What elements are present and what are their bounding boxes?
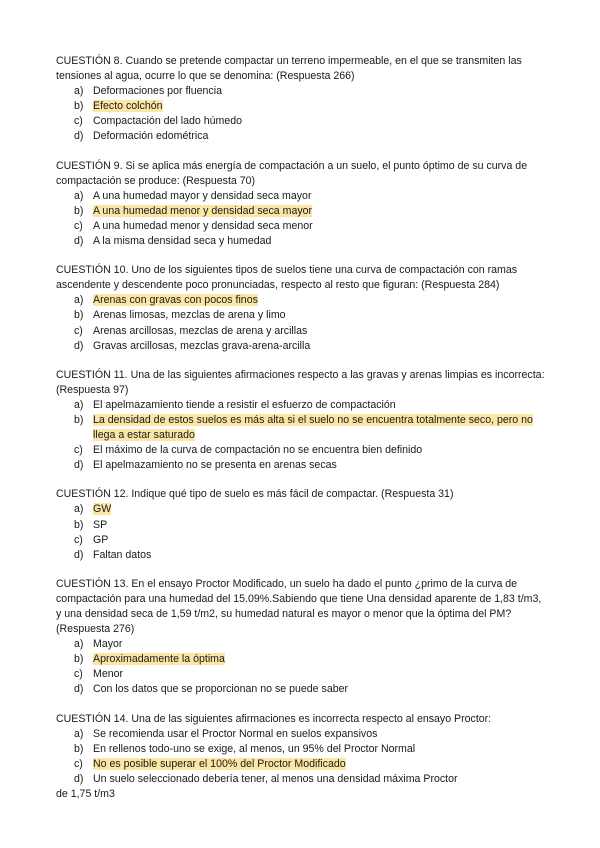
option-d: d) Con los datos que se proporcionan no se puede saber: [74, 683, 349, 696]
options-list: [56, 84, 546, 144]
option-d: d) Gravas arcillosas, mezclas grava-arena-arcilla: [74, 339, 311, 352]
options-list: [56, 637, 546, 697]
option-a: a) Se recomienda usar el Proctor Normal en suelos expansivos: [74, 727, 378, 740]
option-c: c) Arenas arcillosas, mezclas de arena y arcillas: [74, 324, 308, 337]
question-12: [56, 487, 546, 562]
question-8: [56, 54, 546, 145]
option-a: a) Mayor: [74, 638, 123, 651]
option-a-highlighted: a) GW: [74, 503, 112, 516]
question-9: [56, 159, 546, 250]
question-text: CUESTIÓN 14. Una de las siguientes afirmaciones es incorrecta respecto al ensayo Proctor:: [56, 712, 492, 725]
option-b-highlighted: b) A una humedad menor y densidad seca mayor: [74, 204, 313, 217]
options-list: [56, 398, 546, 473]
option-b-highlighted: b) Aproximadamente la óptima: [74, 653, 225, 666]
option-continuation: de 1,75 t/m3: [56, 788, 115, 801]
question-text: CUESTIÓN 12. Indique qué tipo de suelo es más fácil de compactar. (Respuesta 31): [56, 488, 454, 501]
option-c: c) Compactación del lado húmedo: [74, 115, 242, 128]
question-13: [56, 577, 546, 698]
question-11: [56, 368, 546, 474]
option-a-highlighted: a) Arenas con gravas con pocos finos: [74, 294, 258, 307]
options-list: [56, 727, 546, 787]
option-c-highlighted: c) No es posible superar el 100% del Proctor Modificado: [74, 757, 346, 770]
options-list: [56, 189, 546, 249]
option-d: d) A la misma densidad seca y humedad: [74, 235, 272, 248]
options-list: [56, 293, 546, 353]
option-d: d) Un suelo seleccionado debería tener, al menos una densidad máxima Proctor: [74, 772, 458, 785]
option-a: a) Deformaciones por fluencia: [74, 85, 222, 98]
question-text: CUESTIÓN 9. Si se aplica más energía de compactación a un suelo, el punto óptimo de su curva de compactación se produce: (Respuesta 70): [56, 159, 528, 187]
option-b: b) SP: [74, 518, 108, 531]
option-c: c) Menor: [74, 668, 124, 681]
question-14: [56, 712, 546, 803]
option-c: c) A una humedad menor y densidad seca menor: [74, 219, 313, 232]
question-text: CUESTIÓN 10. Uno de los siguientes tipos de suelos tiene una curva de compactación con ramas ascendente y descendente poco pronunciadas, respecto al resto que figuran: (Respuesta 284): [56, 264, 518, 292]
question-text: CUESTIÓN 8. Cuando se pretende compactar un terreno impermeable, en el que se transmiten las tensiones al agua, ocurre lo que se denomina: (Respuesta 266): [56, 55, 522, 83]
option-d: d) El apelmazamiento no se presenta en arenas secas: [74, 459, 337, 472]
option-a: a) El apelmazamiento tiende a resistir el esfuerzo de compactación: [74, 398, 396, 411]
option-b: b) Arenas limosas, mezclas de arena y limo: [74, 309, 286, 322]
option-b-highlighted: b) La densidad de estos suelos es más alta si el suelo no se encuentra totalmente seco, pero no llega a estar saturado: [74, 413, 533, 442]
question-10: [56, 263, 546, 354]
option-a: a) A una humedad mayor y densidad seca mayor: [74, 189, 312, 202]
option-d: d) Faltan datos: [74, 548, 152, 561]
option-c: c) El máximo de la curva de compactación no se encuentra bien definido: [74, 444, 423, 457]
question-text: CUESTIÓN 13. En el ensayo Proctor Modificado, un suelo ha dado el punto ¿primo de la curva de compactación para una humedad del 15.09%.Sabiendo que tiene Una densidad aparente de 1,83 t/m3, y una densidad seca de 1,59 t/m2, su humedad natural es mayor o menor que la óptima del PM? (Respuesta 276): [56, 577, 542, 636]
option-d: d) Deformación edométrica: [74, 130, 209, 143]
option-b-highlighted: b) Efecto colchón: [74, 100, 163, 113]
document-page: [56, 54, 546, 816]
option-b: b) En rellenos todo-uno se exige, al menos, un 95% del Proctor Normal: [74, 742, 416, 755]
options-list: [56, 502, 546, 562]
question-text: CUESTIÓN 11. Una de las siguientes afirmaciones respecto a las gravas y arenas limpias es incorrecta:(Respuesta 97): [56, 368, 545, 396]
option-c: c) GP: [74, 533, 109, 546]
